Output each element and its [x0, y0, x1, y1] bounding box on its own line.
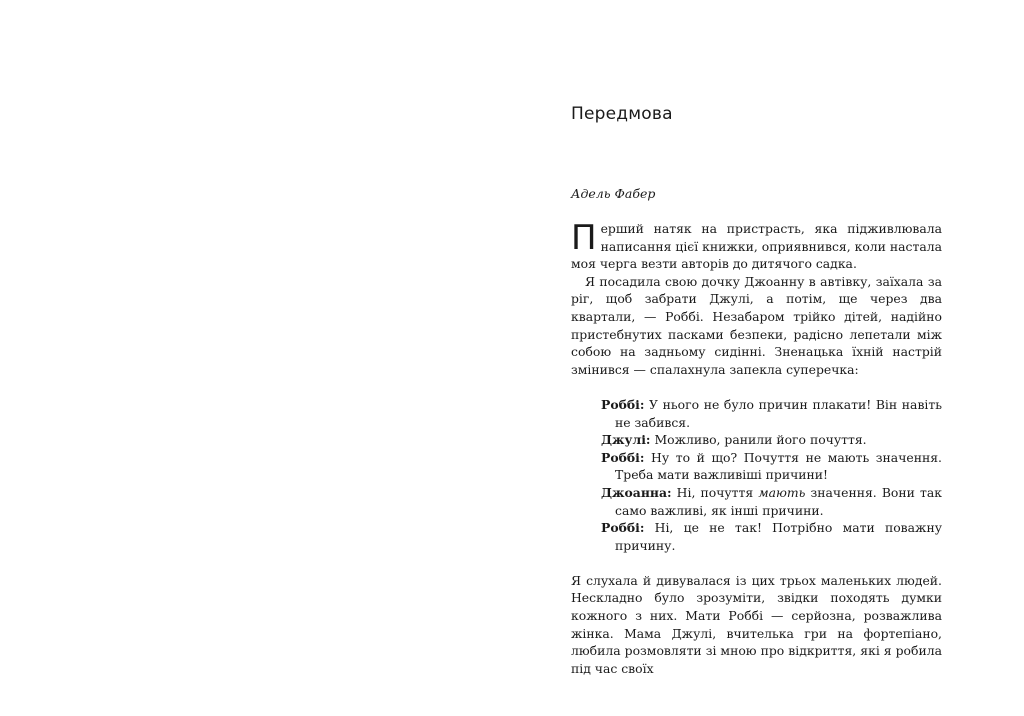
book-page [571, 0, 942, 716]
dialogue-block [601, 396, 942, 554]
paragraph-2: Я посадила свою дочку Джоанну в автівку, заїхала за ріг, щоб забрати Джулі, а потім, ще через два квартали, — Роббі. Незабаром трійко дітей, надійно пристебнутих пасками безпеки, радісно лепетали між собою на задньому сидінні. Зненацька їхній настрій змінився — спалахнула запекла суперечка: [571, 273, 942, 377]
speaker-name: Роббі: [601, 396, 645, 412]
dialogue-text: Можливо, ранили його почуття. [654, 432, 867, 448]
dialogue-line [601, 431, 942, 449]
speaker-name: Роббі: [601, 520, 645, 536]
dialogue-emphasis: мають [758, 484, 806, 500]
dialogue-text-before: Ні, почуття [676, 484, 754, 500]
paragraph-3: Я слухала й дивувалася із цих трьох маленьких людей. Нескладно було зрозуміти, звідки походять думки кожного з них. Мати Роббі — серйозна, розважлива жінка. Мама Джулі, вчителька гри на фортепіано, любила розмовляти зі мною про відкриття, які я робила під час своїх [571, 572, 942, 676]
speaker-name: Джоанна: [601, 484, 672, 500]
dialogue-line [601, 449, 942, 484]
intro-paragraph [571, 220, 942, 273]
dialogue-line [601, 484, 942, 519]
dialogue-text: Ну то й що? Почуття не мають значення. Треба мати важливіші причини! [615, 449, 942, 483]
speaker-name: Роббі: [601, 449, 645, 465]
speaker-name: Джулі: [601, 432, 651, 448]
chapter-title: Передмова [571, 104, 673, 124]
dialogue-text: У нього не було причин плакати! Він навіть не забився. [615, 396, 942, 430]
body-text [571, 220, 942, 677]
dialogue-text-after: значення. Вони так само важливі, як інші причини. [615, 484, 942, 518]
dialogue-line [601, 396, 942, 431]
drop-cap: П [571, 218, 597, 258]
author-name: Адель Фабер [571, 186, 656, 201]
intro-text: ерший натяк на пристрасть, яка підживлювала написання цієї книжки, оприявнився, коли настала моя черга везти авторів до дитячого садка. [571, 221, 942, 272]
dialogue-text: Ні, це не так! Потрібно мати поважну причину. [615, 520, 942, 553]
dialogue-line [601, 519, 942, 554]
